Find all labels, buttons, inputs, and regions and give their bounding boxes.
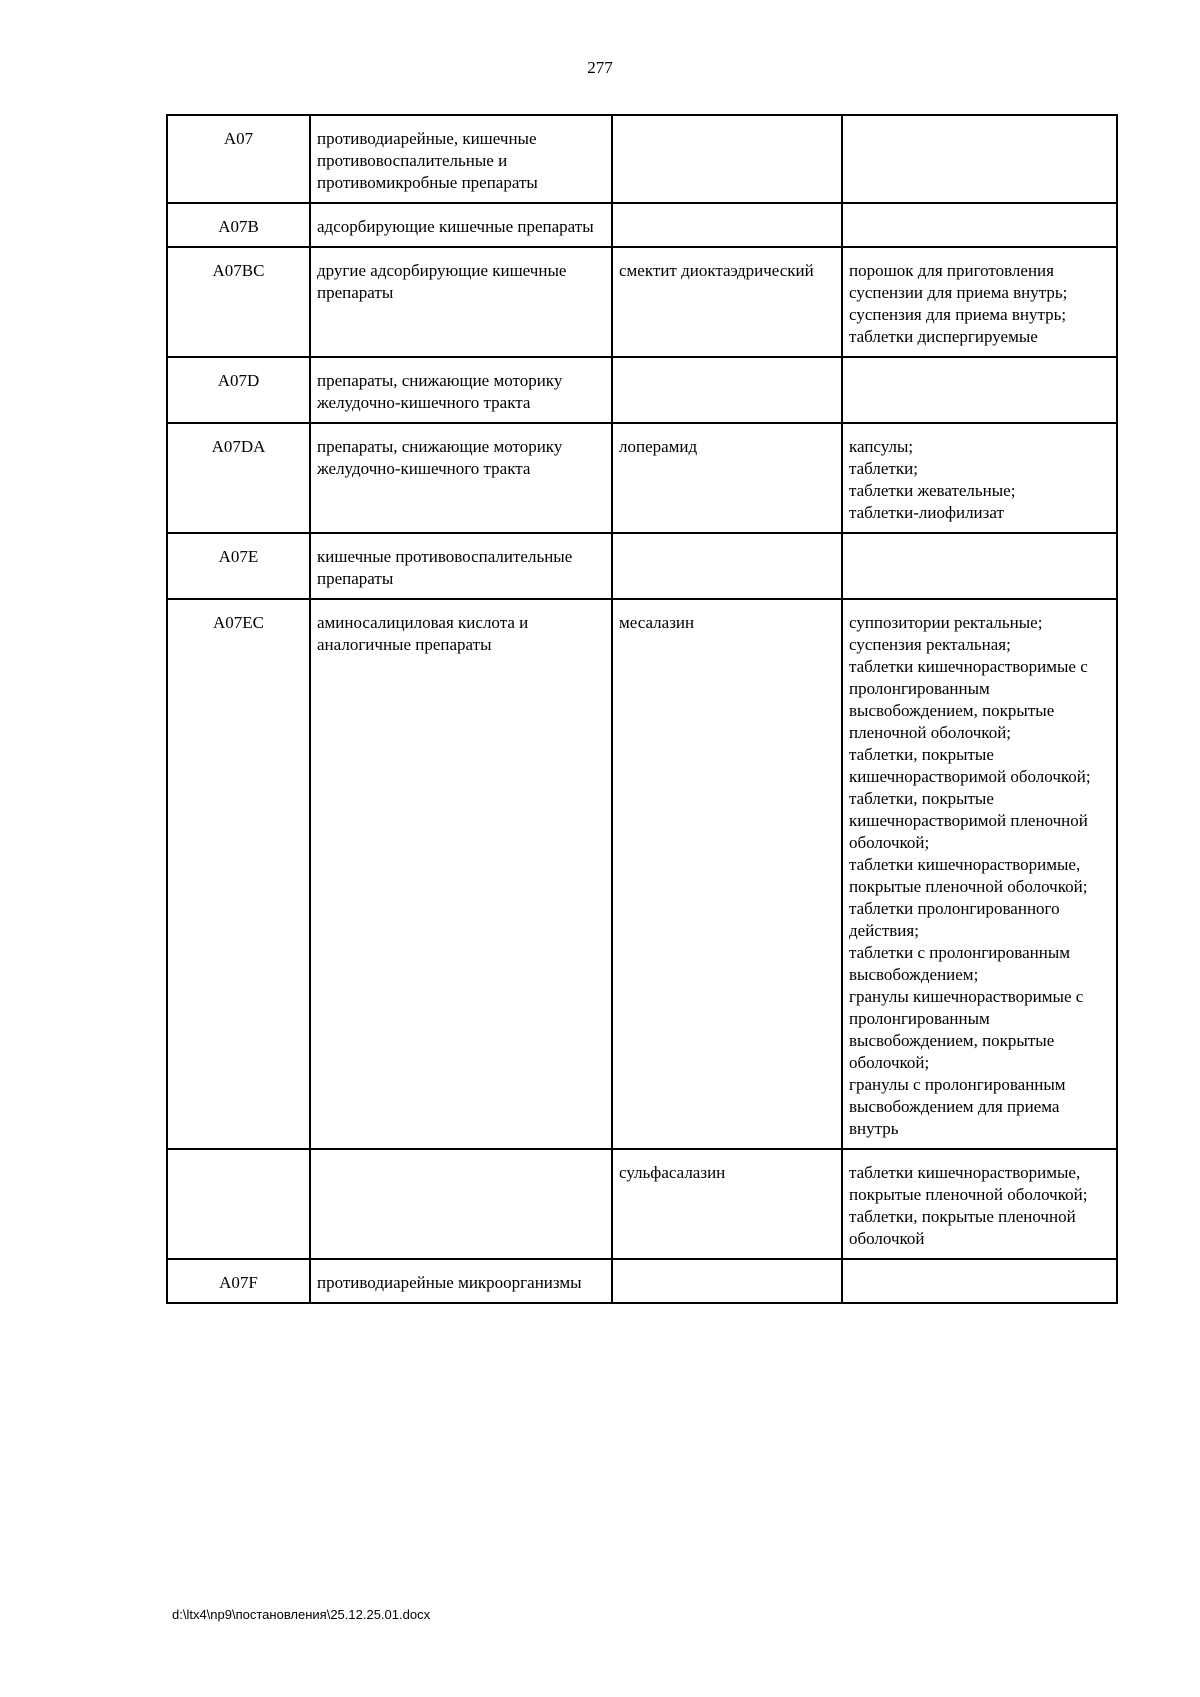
group-name: препараты, снижающие моторику желудочно-кишечного тракта (310, 357, 612, 423)
table-row (167, 247, 1117, 357)
dosage-form: таблетки кишечнорастворимые, покрытые пленочной оболочкой; таблетки, покрытые пленочной оболочкой (842, 1149, 1117, 1259)
group-name: кишечные противовоспалительные препараты (310, 533, 612, 599)
atc-code: A07 (167, 115, 310, 203)
atc-code: A07F (167, 1259, 310, 1303)
group-name (310, 1149, 612, 1259)
drug-name: смектит диоктаэдрический (612, 247, 842, 357)
dosage-form: суппозитории ректальные; суспензия ректальная; таблетки кишечнорастворимые с пролонгированным высвобождением, покрытые пленочной оболочкой; таблетки, покрытые кишечнорастворимой оболочкой; таблетки, покрытые кишечнорастворимой пленочной оболочкой; таблетки кишечнорастворимые, покрытые пленочной оболочкой; таблетки пролонгированного действия; таблетки с пролонгированным высвобождением; гранулы кишечнорастворимые с пролонгированным высвобождением, покрытые оболочкой; гранулы с пролонгированным высвобождением для приема внутрь (842, 599, 1117, 1149)
table-row (167, 533, 1117, 599)
table-row (167, 599, 1117, 1149)
drug-name (612, 1259, 842, 1303)
group-name: другие адсорбирующие кишечные препараты (310, 247, 612, 357)
group-name: противодиарейные микроорганизмы (310, 1259, 612, 1303)
atc-code: A07B (167, 203, 310, 247)
dosage-form (842, 203, 1117, 247)
drug-table (166, 114, 1118, 1304)
atc-code (167, 1149, 310, 1259)
drug-name: лоперамид (612, 423, 842, 533)
drug-name (612, 357, 842, 423)
dosage-form: порошок для приготовления суспензии для приема внутрь; суспензия для приема внутрь; таблетки диспергируемые (842, 247, 1117, 357)
dosage-form (842, 115, 1117, 203)
drug-name (612, 533, 842, 599)
atc-code: A07EC (167, 599, 310, 1149)
table-row (167, 423, 1117, 533)
drug-name: месалазин (612, 599, 842, 1149)
atc-code: A07BC (167, 247, 310, 357)
atc-code: A07E (167, 533, 310, 599)
atc-code: A07DA (167, 423, 310, 533)
table-row (167, 357, 1117, 423)
drug-name (612, 203, 842, 247)
page-number: 277 (587, 58, 613, 77)
dosage-form (842, 533, 1117, 599)
footer-file-path: d:\ltx4\np9\постановления\25.12.25.01.docx (172, 1607, 431, 1622)
table-row (167, 115, 1117, 203)
group-name: адсорбирующие кишечные препараты (310, 203, 612, 247)
dosage-form: капсулы; таблетки; таблетки жевательные; таблетки-лиофилизат (842, 423, 1117, 533)
group-name: препараты, снижающие моторику желудочно-кишечного тракта (310, 423, 612, 533)
group-name: противодиарейные, кишечные противовоспалительные и противомикробные препараты (310, 115, 612, 203)
dosage-form (842, 1259, 1117, 1303)
dosage-form (842, 357, 1117, 423)
atc-code: A07D (167, 357, 310, 423)
table-row (167, 203, 1117, 247)
table-row (167, 1259, 1117, 1303)
table-row (167, 1149, 1117, 1259)
drug-name (612, 115, 842, 203)
drug-name: сульфасалазин (612, 1149, 842, 1259)
group-name: аминосалициловая кислота и аналогичные препараты (310, 599, 612, 1149)
